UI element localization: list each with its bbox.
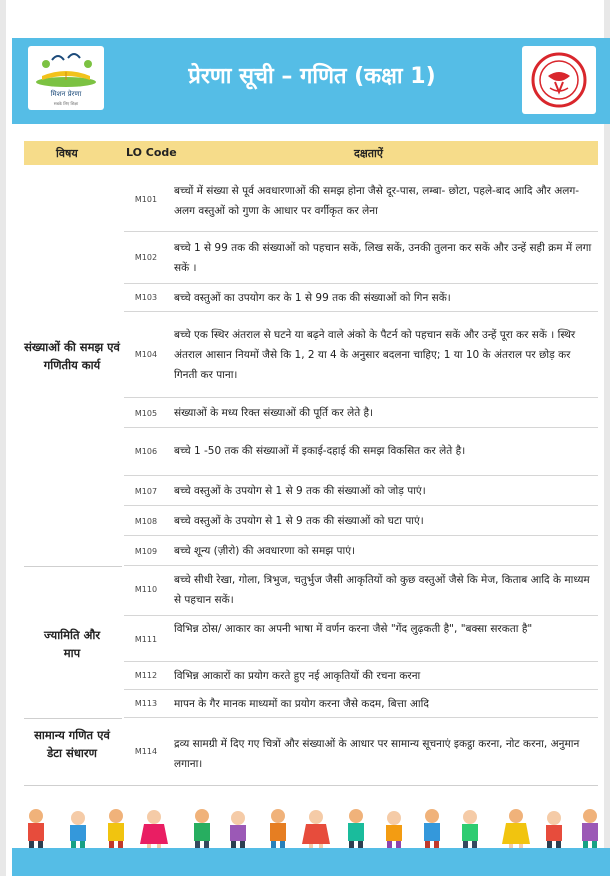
lo-code: M102 (134, 253, 158, 262)
footer-band (12, 848, 610, 876)
lo-code: M104 (134, 350, 158, 359)
header-band (12, 38, 610, 124)
competency-text: बच्चे एक स्थिर अंतराल से घटने या बढ़ने वाले अंको के पैटर्न को पहचान सकें और उन्हें पूरा कर सकें । स्थिर अंतराल आसान नियमों जैसे कि 1, 2 या 4 के अनुसार बदलना चाहिए; 1 या 10 के अंतराल पर छोड़ कर गिनती कर पाना। (174, 329, 576, 381)
competency-text: विभिन्न आकारों का प्रयोग करते हुए नई आकृतियों की रचना करना (174, 670, 421, 682)
column-lo-code: LO Code (126, 146, 177, 159)
table-row (124, 718, 598, 784)
competency-text: बच्चों में संख्या से पूर्व अवधारणाओं की समझ होना जैसे दूर-पास, लम्बा- छोटा, पहले-बाद आदि और अलग-अलग वस्तुओं को गुणा के आधार पर वर्गीकृत कर लेना (174, 185, 580, 217)
logo-left-label: मिशन प्रेरणा (50, 90, 82, 98)
subject-data-handling: सामान्य गणित एवं डेटा संधारण (34, 728, 110, 760)
lo-code: M106 (134, 447, 158, 456)
lo-code: M114 (134, 747, 158, 756)
column-subject: विषय (56, 147, 78, 160)
competency-text: बच्चे सीधी रेखा, गोला, त्रिभुज, चतुर्भुज जैसी आकृतियों को कुछ वस्तुओं जैसे कि मेज, किताब आदि के माध्यम से पहचान सकें। (174, 574, 590, 606)
competency-text: बच्चे वस्तुओं का उपयोग कर के 1 से 99 तक की संख्याओं को गिन सकें। (174, 292, 451, 304)
table-row (124, 232, 598, 284)
lo-code: M113 (134, 699, 158, 708)
competency-text: बच्चे वस्तुओं के उपयोग से 1 से 9 तक की संख्याओं को घटा पाएं। (174, 515, 424, 527)
column-competencies: दक्षताऐं (354, 147, 383, 160)
table-row (124, 690, 598, 718)
table-row (124, 170, 598, 232)
logo-left-sub: सबके लिए शिक्षा (53, 101, 79, 106)
table-row (124, 566, 598, 616)
lo-code: M112 (134, 671, 158, 680)
mission-prerna-logo (28, 46, 104, 110)
table-row (124, 284, 598, 312)
lo-code: M105 (134, 409, 158, 418)
subject-divider (24, 566, 122, 567)
table-row (124, 616, 598, 662)
table-row (124, 476, 598, 506)
table-row (124, 398, 598, 428)
competency-text: द्रव्य सामग्री में दिए गए चित्रों और संख्याओं के आधार पर सामान्य सूचनाएं इकट्ठा करना, नोट करना, अनुमान लगाना। (174, 738, 580, 770)
competency-text: मापन के गैर मानक माध्यमों का प्रयोग करना जैसे कदम, बित्ता आदि (174, 698, 429, 710)
competency-text: बच्चे 1 से 99 तक की संख्याओं को पहचान सकें, लिख सकें, उनकी तुलना कर सकें और उन्हें सही क्रम में लगा सकें । (174, 242, 592, 274)
subject-numbers: संख्याओं की समझ एवं गणितीय कार्य (24, 340, 120, 372)
table-bottom-rule (24, 785, 598, 786)
table-header (24, 141, 598, 165)
lo-code: M101 (134, 195, 158, 204)
book-birds-icon (28, 46, 104, 90)
table-row (124, 428, 598, 476)
lo-code: M108 (134, 517, 158, 526)
competency-text: बच्चे 1 -50 तक की संख्याओं में इकाई-दहाई की समझ विकसित कर लेते है। (174, 445, 466, 457)
table-row (124, 506, 598, 536)
state-seal-icon (522, 46, 596, 114)
competency-text: संख्याओं के मध्य रिक्त संख्याओं की पूर्ति कर लेते है। (174, 407, 374, 419)
competency-text: बच्चे शून्य (ज़ीरो) की अवधारणा को समझ पाएं। (174, 545, 356, 557)
table-row (124, 536, 598, 566)
lo-code: M110 (134, 585, 158, 594)
lo-code: M111 (134, 635, 158, 644)
subject-geometry: ज्यामिति और माप (43, 628, 101, 660)
lo-code: M107 (134, 487, 158, 496)
table-row (124, 662, 598, 690)
competency-text: बच्चे वस्तुओं के उपयोग से 1 से 9 तक की संख्याओं को जोड़ पाएं। (174, 485, 426, 497)
competency-text: विभिन्न ठोस/ आकार का अपनी भाषा में वर्णन करना जैसे "गेंद लुढ़कती है", "बक्सा सरकता है" (174, 623, 533, 635)
up-emblem-logo (522, 46, 596, 114)
lo-code: M103 (134, 293, 158, 302)
page-title: प्रेरणा सूची – गणित (कक्षा 1) (188, 64, 436, 89)
lo-code: M109 (134, 547, 158, 556)
subject-divider (24, 718, 122, 719)
table-row (124, 312, 598, 398)
